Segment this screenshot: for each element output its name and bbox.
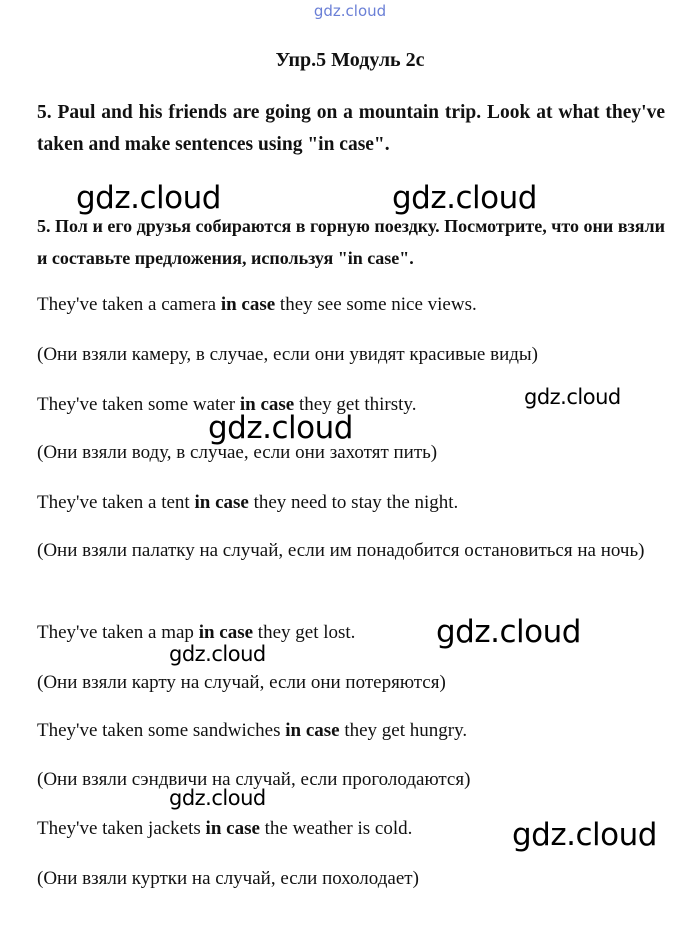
sentence-4-after: they get lost. xyxy=(253,622,356,643)
sentence-4-key: in case xyxy=(198,622,254,643)
sentence-1-key: in case xyxy=(220,294,276,315)
sentence-1 xyxy=(37,289,667,321)
sentence-1-after: they see some nice views. xyxy=(275,294,477,315)
sentence-6-after: the weather is cold. xyxy=(259,818,413,839)
translation-3: (Они взяли палатку на случай, если им понадобится остановиться на ночь) xyxy=(37,540,645,561)
sentence-5-before: They've taken some sandwiches xyxy=(37,720,286,741)
watermark: gdz.cloud xyxy=(436,614,581,650)
sentence-2-key: in case xyxy=(239,394,295,415)
translation-1: (Они взяли камеру, в случае, если они увидят красивые виды) xyxy=(37,344,538,365)
sentence-2-before: They've taken some water xyxy=(37,394,240,415)
task-text-en: 5. Paul and his friends are going on a mountain trip. Look at what they've taken and make sentences using "in case". xyxy=(37,102,665,155)
sentence-5-key: in case xyxy=(285,720,340,741)
watermark: gdz.cloud xyxy=(208,410,353,446)
translation-2: (Они взяли воду, в случае, если они захотят пить) xyxy=(37,442,438,463)
sentence-4-before: They've taken a map xyxy=(37,622,199,643)
watermark: gdz.cloud xyxy=(169,642,266,666)
watermark: gdz.cloud xyxy=(76,180,221,216)
sentence-3-before: They've taken a tent xyxy=(37,492,195,513)
page-title: Упр.5 Модуль 2с xyxy=(275,49,425,71)
watermark: gdz.cloud xyxy=(169,786,266,810)
sentence-1-before: They've taken a camera xyxy=(37,294,221,315)
sentence-5 xyxy=(37,715,667,747)
translation-6: (Они взяли куртки на случай, если похолодает) xyxy=(37,868,419,889)
sentence-6-before: They've taken jackets xyxy=(37,818,206,839)
sentence-5-after: they get hungry. xyxy=(339,720,468,741)
watermark: gdz.cloud xyxy=(512,817,657,853)
sentence-3-after: they need to stay the night. xyxy=(248,492,459,513)
translation-4: (Они взяли карту на случай, если они потеряются) xyxy=(37,672,446,693)
watermark: gdz.cloud xyxy=(392,180,537,216)
sentence-3-key: in case xyxy=(194,492,249,513)
task-text-ru: 5. Пол и его друзья собираются в горную поездку. Посмотрите, что они взяли и составьте предложения, используя "in case". xyxy=(37,216,665,268)
site-header-label[interactable]: gdz.cloud xyxy=(313,2,387,20)
sentence-3 xyxy=(37,487,667,519)
sentence-6-key: in case xyxy=(205,818,260,839)
watermark: gdz.cloud xyxy=(524,385,621,409)
sentence-2-after: they get thirsty. xyxy=(294,394,417,415)
translation-5: (Они взяли сэндвичи на случай, если проголодаются) xyxy=(37,769,471,790)
